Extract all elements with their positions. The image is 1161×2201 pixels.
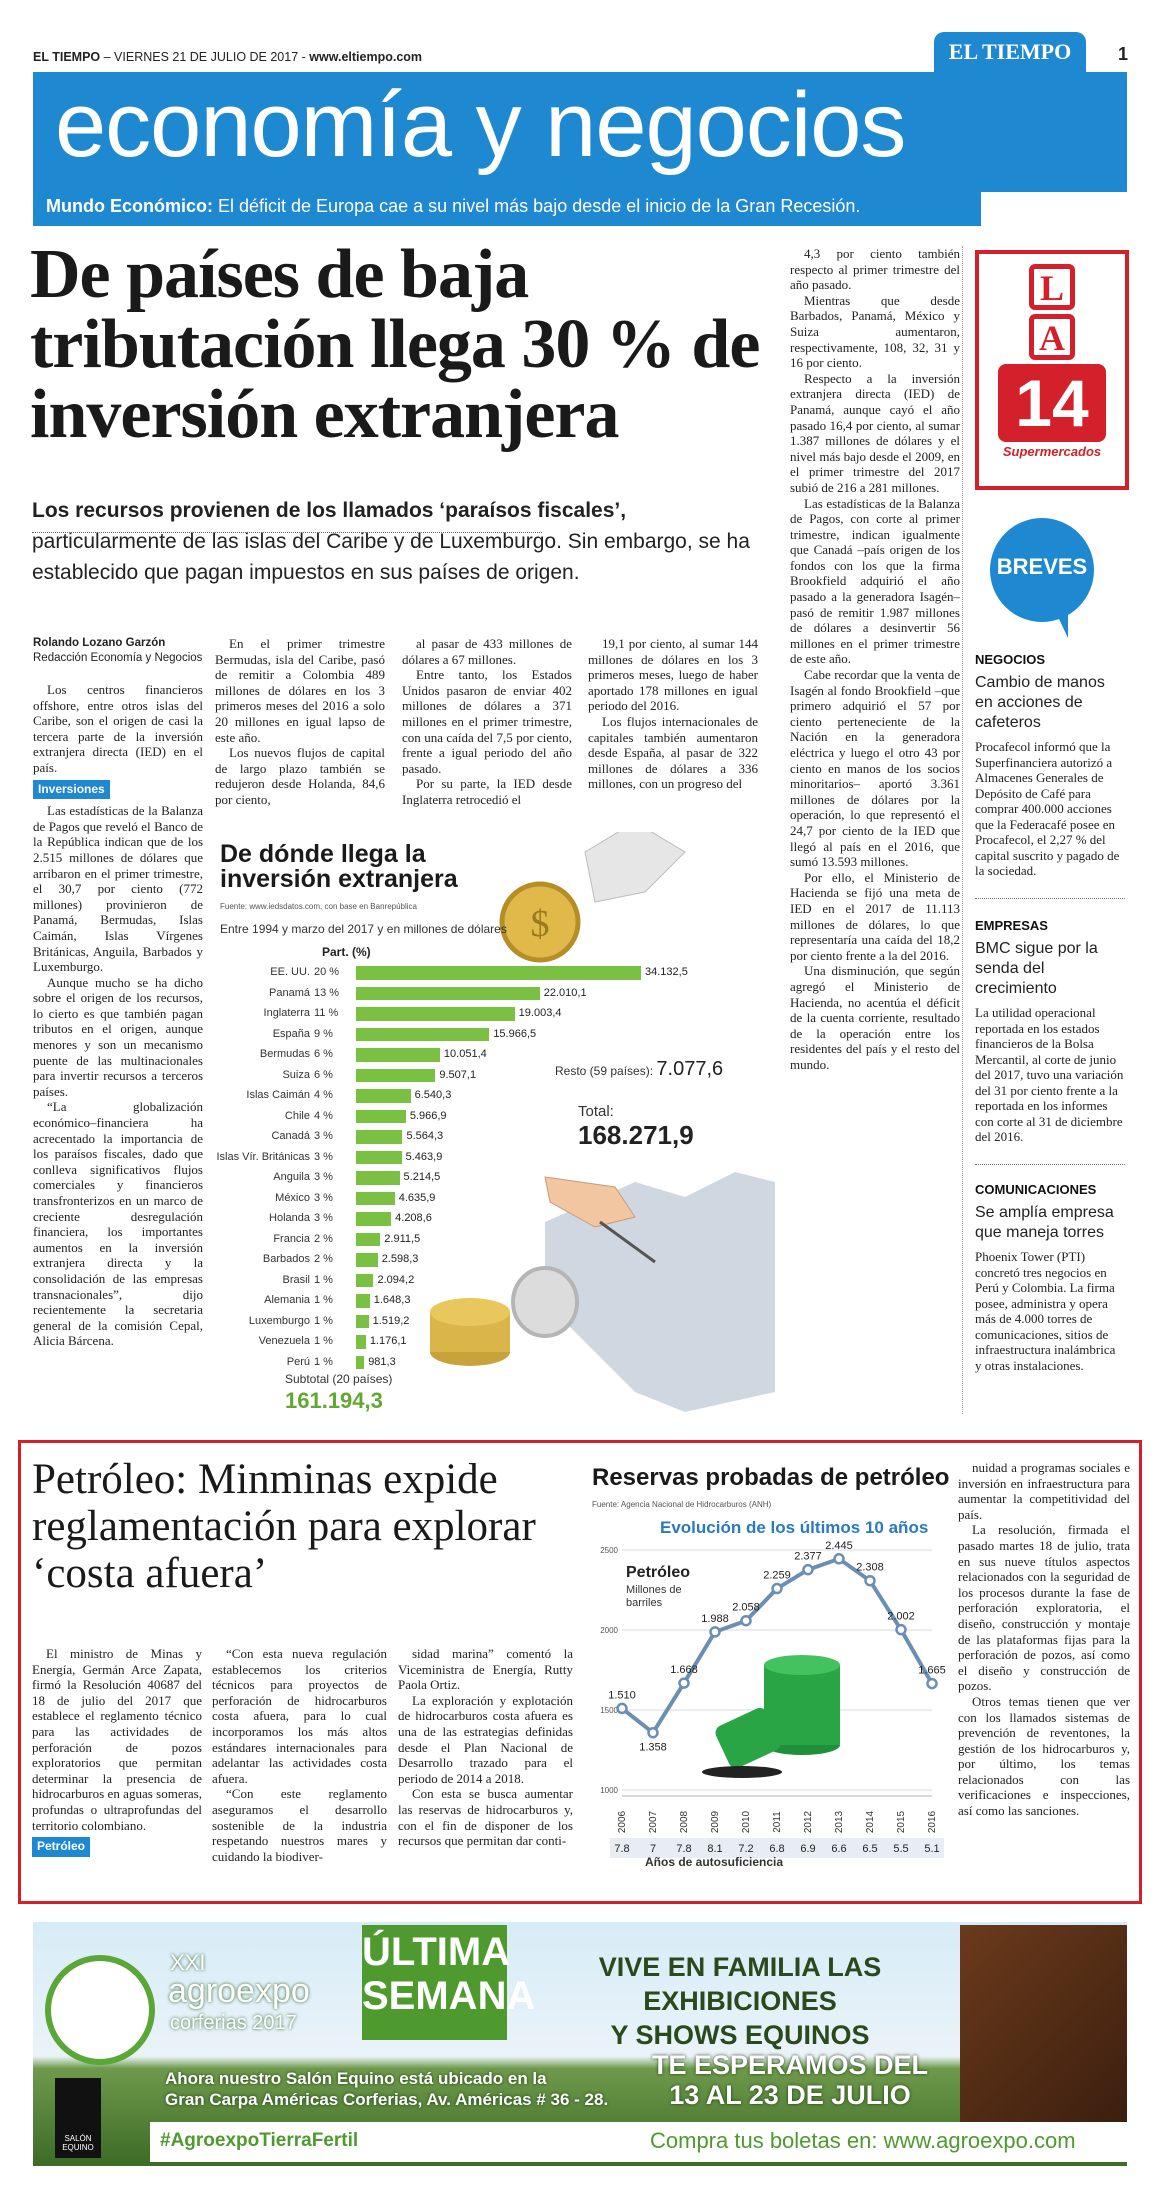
- x-tick-label: 2009: [710, 1810, 721, 1834]
- main-col-1: [33, 682, 203, 1349]
- bar-value-label: 6.540,3: [414, 1089, 452, 1101]
- bar-value-label: 2.911,5: [384, 1232, 421, 1245]
- paragraph: Cabe recordar que la venta de Isagén al fondo Brookfield –que primero adquirió el 57 por ciento perteneciente de la Nación en la generadora eléctrica y luego el otro 43 por ciento en manos de los socios minoritarios– aportó 3.361 millones de dólares por la operación, lo que representó el 24,7 por ciento de la IED que llegó al país en el 2016, que sumó 13.593 millones.: [790, 667, 960, 870]
- data-point: [773, 1584, 782, 1593]
- self-sufficiency-value: 5.5: [893, 1843, 909, 1855]
- paragraph: “Con este reglamento aseguramos el desarrollo sostenible de la industria respetando nuestros mares y cuidando la biodiver-: [212, 1786, 387, 1864]
- brief-section: EMPRESAS: [975, 918, 1048, 933]
- data-label: 1.668: [670, 1664, 698, 1677]
- bar: [356, 1028, 489, 1042]
- data-label: 1.665: [918, 1664, 946, 1677]
- paragraph: Respecto a la inversión extranjera directa (IED) de Panamá, aunque cayó el año pasado 16,4 por ciento, al sumar 1.387 millones de dólares y el nivel más bajo desde el 2009, en el primer trimestre del 2017 subió de 216 a 281 millones.: [790, 370, 960, 495]
- paragraph: Los flujos internacionales de capitales también aumentaron desde España, al pasar de 322 millones de dólares a 336 millones, con un progreso del: [588, 713, 758, 792]
- brief-section: NEGOCIOS: [975, 652, 1046, 667]
- total-value: 168.271,9: [578, 1120, 694, 1150]
- bar-category-label: Luxemburgo: [248, 1314, 310, 1327]
- x-tick-label: 2010: [741, 1810, 752, 1834]
- promo-text: [530, 1950, 950, 2052]
- bar-value-label: 5.966,9: [409, 1109, 447, 1122]
- deck-bold: Los recursos provienen de los llamados ‘paraísos fiscales’,: [32, 499, 627, 522]
- bar-share-label: 11 %: [314, 1007, 339, 1019]
- logo-small-1: SALÓN: [64, 2134, 92, 2143]
- bar-share-label: 4 %: [314, 1109, 333, 1122]
- x-tick-label: 2012: [803, 1810, 814, 1834]
- ticker-label: Mundo Económico:: [46, 196, 213, 216]
- location-line2: Gran Carpa Américas Corferias, Av. Américas # 36 - 28.: [165, 2090, 609, 2109]
- paper-name: EL TIEMPO: [33, 50, 101, 64]
- brief-item[interactable]: [975, 652, 1125, 879]
- self-sufficiency-value: 7.2: [738, 1843, 754, 1855]
- la14-tagline: Supermercados: [1002, 444, 1102, 459]
- self-sufficiency-value: 6.5: [862, 1843, 878, 1855]
- paragraph: Con esta se busca aumentar las reservas de hidrocarburos y, con el fin de disponer de los recursos que permitan dar conti-: [398, 1786, 573, 1849]
- bar-category-label: Islas Vír. Británicas: [216, 1150, 310, 1163]
- paragraph: Los centros financieros offshore, entre otros islas del Caribe, son el origen de casi la tercera parte de la inversión extranjera directa (IED) en el país.: [33, 682, 203, 775]
- bar-value-label: 2.598,3: [381, 1253, 419, 1265]
- brief-headline: Cambio de manos en acciones de cafeteros: [975, 674, 1105, 731]
- bar-value-label: 981,3: [368, 1355, 396, 1368]
- eltiempo-logo: EL TIEMPO: [948, 39, 1072, 64]
- bar-value-label: 2.094,2: [377, 1273, 415, 1286]
- bar-value-label: 4.208,6: [395, 1212, 432, 1224]
- data-point: [835, 1554, 844, 1563]
- data-label: 2.377: [794, 1550, 822, 1563]
- location-text: [165, 2068, 625, 2110]
- oil-chart-svg: [592, 1540, 952, 1860]
- bar-share-label: 9 %: [314, 1027, 333, 1040]
- bar-share-label: 1 %: [314, 1335, 333, 1347]
- bar: [356, 1151, 402, 1165]
- brief-divider: [975, 1164, 1125, 1165]
- bar-share-label: 4 %: [314, 1089, 333, 1101]
- data-label: 1.358: [639, 1741, 667, 1754]
- la14-number: 14: [998, 364, 1106, 442]
- bar: [356, 1233, 380, 1247]
- self-sufficiency-value: 5.1: [924, 1843, 940, 1855]
- bar-value-label: 9.507,1: [439, 1068, 477, 1081]
- bar: [356, 1274, 373, 1288]
- section-title: economía y negocios: [55, 74, 906, 176]
- bar-share-label: 6 %: [314, 1048, 333, 1060]
- bar: [356, 1253, 378, 1267]
- deck-rule: [32, 532, 542, 533]
- x-tick-label: 2011: [772, 1811, 783, 1833]
- bar-value-label: 5.214,5: [403, 1171, 441, 1183]
- page-number: 1: [1118, 44, 1129, 64]
- total-label: Total:: [578, 1103, 614, 1120]
- self-sufficiency-value: 6.6: [831, 1843, 847, 1855]
- bar: [356, 987, 540, 1001]
- brief-item[interactable]: [975, 1182, 1125, 1373]
- bar-share-label: 1 %: [314, 1294, 333, 1306]
- la14-letter-a: A: [1029, 314, 1075, 360]
- oil-col-3: [398, 1646, 573, 1849]
- agroexpo-edition: XXI: [170, 1950, 206, 1975]
- main-col-3: [402, 636, 572, 808]
- rest-value: 7.077,6: [656, 1058, 724, 1080]
- inv-chart-source: Fuente: www.iedsdatos.com, con base en Banrepública: [220, 902, 418, 911]
- x-tick-label: 2015: [896, 1810, 907, 1834]
- paragraph: “La globalización económico–financiera ha acrecentado la importancia de los paraísos fiscales, dado que conlleva significativos flujos comerciales y financieros transfronterizos en un marco de creciente desregulación financiera, los importantes aumentos en la inversión extranjera directa y la consolidación de las empresas transnacionales”, dijo recientemente la secretaria general de la comisión Cepal, Alicia Bárcena.: [33, 1099, 203, 1349]
- bar-category-label: Holanda: [269, 1212, 310, 1224]
- logo-small-2: EQUINO: [62, 2143, 94, 2152]
- bar-share-label: 3 %: [314, 1130, 333, 1142]
- bar: [356, 1130, 402, 1144]
- paragraph: Aunque mucho se ha dicho sobre el origen de los recursos, lo cierto es que también pagan tributos en el origen, aunque menores y son un mecanismo puente de las multinacionales para invertir recursos a terceros países.: [33, 974, 203, 1099]
- main-col-4: [588, 636, 758, 792]
- data-label: 1.510: [608, 1689, 636, 1702]
- horse-icon: [960, 1925, 1127, 2135]
- paragraph: La resolución, firmada el pasado martes 18 de julio, trata en sus nueve títulos aspectos relacionados con la seguridad de los procesos durante la fase de perforación exploratoria, el diseño, construcción y montaje de las plataformas fijas para la perforación de pozos, así como el diseño y construcción de pozos.: [958, 1522, 1130, 1694]
- oil-chart-title: Reservas probadas de petróleo: [592, 1464, 950, 1491]
- paragraph: 4,3 por ciento también respecto al primer trimestre del año pasado.: [790, 246, 960, 293]
- x-tick-label: 2016: [927, 1810, 938, 1834]
- brief-section: COMUNICACIONES: [975, 1182, 1097, 1197]
- paragraph: Las estadísticas de la Balanza de Pagos, con corte al primer trimestre, indican igualmente que Canadá –país origen de los fondos con los que la firma Brookfield adquirió el año pasado a la generadora Isagén– pasó de remitir 1.987 millones de dólares a desinvertir 56 millones en el primer trimestre de este año.: [790, 495, 960, 667]
- bar-value-label: 5.564,3: [406, 1130, 444, 1142]
- main-deck: [32, 495, 772, 588]
- paragraph: nuidad a programas sociales e inversión en infraestructura para aumentar la competitividad del país.: [958, 1460, 1130, 1522]
- y-tick-label: 2500: [600, 1546, 618, 1555]
- paragraph: Por su parte, la IED desde Inglaterra retrocedió el: [402, 776, 572, 807]
- self-sufficiency-value: 8.1: [707, 1843, 723, 1855]
- bar-share-label: 1 %: [314, 1273, 333, 1286]
- paragraph: Las estadísticas de la Balanza de Pagos que reveló el Banco de la República indican que de los 2.515 millones de dólares que arribaron en el primer trimestre, el 30,7 por ciento (772 millones) provinieron de Panamá, Bermudas, Islas Caimán, Islas Vírgenes Británicas, Anguila, Barbados y Luxemburgo.: [33, 803, 203, 975]
- bar-category-label: México: [275, 1191, 310, 1204]
- x-tick-label: 2007: [648, 1810, 659, 1834]
- oil-chart-source: Fuente: Agencia Nacional de Hidrocarburos (ANH): [592, 1500, 772, 1509]
- promo-line1: VIVE EN FAMILIA LAS EXHIBICIONES: [598, 1952, 882, 2016]
- bar-category-label: Chile: [284, 1109, 310, 1122]
- main-headline: De países de baja tributación llega 30 % de inversión extranjera: [30, 236, 760, 453]
- oil-col-1: [32, 1646, 202, 1857]
- bar: [356, 1110, 406, 1124]
- bar-category-label: EE. UU.: [270, 966, 310, 978]
- desk: Redacción Economía y Negocios: [33, 652, 203, 664]
- brief-item[interactable]: [975, 918, 1125, 1145]
- self-sufficiency-value: 7.8: [614, 1843, 630, 1855]
- oil-chart-subtitle: Evolución de los últimos 10 años: [660, 1518, 929, 1537]
- salon-equino-text: [55, 2134, 101, 2152]
- brief-body: La utilidad operacional reportada en los estados financieros de la Bolsa Mercantil, al corte de junio del 2017, tuvo una variación del 31 por ciento frente a la reportada en los informes con corte al 31 de diciembre del 2016.: [975, 1005, 1124, 1144]
- tickets-link[interactable]: Compra tus boletas en: www.agroexpo.com: [650, 2128, 1076, 2153]
- bar: [356, 1007, 515, 1021]
- data-point: [897, 1625, 906, 1634]
- agroexpo-brand: agroexpo: [168, 1972, 310, 2010]
- agroexpo-logo-icon: [45, 1955, 155, 2065]
- main-col-5: [790, 246, 960, 1072]
- bar-share-label: 3 %: [314, 1191, 333, 1204]
- welcome-line2: 13 AL 23 DE JULIO: [669, 2080, 911, 2110]
- bar-value-label: 4.635,9: [398, 1191, 436, 1204]
- x-tick-label: 2014: [865, 1810, 876, 1834]
- bar-category-label: Barbados: [262, 1253, 310, 1265]
- paragraph: Mientras que desde Barbados, Panamá, México y Suiza aumentaron, respectivamente, 108, 32, 31 y 16 por ciento.: [790, 292, 960, 371]
- data-label: 2.259: [763, 1569, 791, 1582]
- bar-share-label: 3 %: [314, 1171, 333, 1183]
- paragraph: En el primer trimestre Bermudas, isla del Caribe, pasó de remitir a Colombia 489 millones de dólares en los 3 primeros meses del 2016 a solo 20 millones en igual lapso de este año.: [215, 636, 385, 745]
- badge-line1: ÚLTIMA: [362, 1930, 511, 1974]
- bar-category-label: Alemania: [264, 1294, 310, 1306]
- bar-share-label: 20 %: [314, 966, 340, 978]
- bar-category-label: Venezuela: [258, 1335, 310, 1347]
- data-point: [742, 1616, 751, 1625]
- brief-divider: [975, 898, 1125, 899]
- welcome-text: [640, 2050, 940, 2110]
- paragraph: Los nuevos flujos de capital de largo plazo también se redujeron desde Holanda, 84,6 por ciento,: [215, 745, 385, 807]
- data-label: 1.988: [701, 1612, 729, 1625]
- oil-col-2: [212, 1646, 387, 1864]
- inv-chart-subtitle: Entre 1994 y marzo del 2017 y en millones de dólares: [220, 922, 507, 936]
- bar-share-label: 2 %: [314, 1232, 333, 1245]
- bar-category-label: Inglaterra: [263, 1007, 310, 1019]
- issue-date: VIERNES 21 DE JULIO DE 2017: [114, 50, 299, 64]
- data-point: [866, 1576, 875, 1585]
- paragraph-text: El ministro de Minas y Energía, Germán Arce Zapata, firmó la Resolución 40687 del 18 de julio del 2017 que establece el reglamento técnico para las actividades de perforación de pozos exploratorios que permitan determinar la presencia de hidrocarburos en aguas someras, profundas o ultraprofundas del territorio colombiano.: [32, 1646, 202, 1833]
- bar: [356, 1069, 435, 1083]
- bar: [356, 1212, 391, 1226]
- paragraph: 19,1 por ciento, al sumar 144 millones de dólares en los 3 primeros meses, luego de haber aportado 178 millones en igual periodo del 2016.: [588, 636, 758, 714]
- agroexpo-hashtag[interactable]: #AgroexpoTierraFertil: [160, 2130, 359, 2151]
- bar-share-label: 2 %: [314, 1253, 333, 1265]
- salon-equino-logo: [55, 2078, 101, 2158]
- bar-category-label: Anguila: [273, 1171, 310, 1183]
- self-sufficiency-value: 7.8: [676, 1843, 692, 1855]
- data-point: [649, 1728, 658, 1737]
- brief-body: Procafecol informó que la Superfinanciera autorizó a Almacenes Generales de Depósito de Café para comprar 400.000 acciones que la Federacafé posee en Procafecol, el 2,27 % del capital suscrito y pagado de la sociedad.: [975, 739, 1120, 878]
- masthead-line: EL TIEMPO – VIERNES 21 DE JULIO DE 2017 - www.eltiempo.com: [33, 50, 423, 64]
- share-header: Part. (%): [322, 945, 371, 959]
- ticker-text: El déficit de Europa cae a su nivel más bajo desde el inicio de la Gran Recesión.: [218, 196, 861, 216]
- bar: [356, 966, 641, 980]
- x-tick-label: 2006: [617, 1810, 628, 1834]
- author: Rolando Lozano Garzón: [33, 637, 166, 649]
- briefs-label: BREVES: [996, 554, 1088, 579]
- bar: [356, 1294, 370, 1308]
- coin-hand-icon: [502, 832, 685, 960]
- byline: [33, 636, 203, 666]
- inv-bars: [215, 962, 775, 1382]
- paragraph: sidad marina” comentó la Viceministra de Energía, Rutty Paola Ortiz.: [398, 1646, 573, 1693]
- paragraph: [32, 1646, 202, 1833]
- data-point: [618, 1704, 627, 1713]
- paragraph: “Con esta nueva regulación establecemos los criterios técnicos para proyectos de perforación de hidrocarburos costa afuera, para lo cual incorporamos los más altos estándares internacionales para adelantar las actividades costa afuera.: [212, 1646, 387, 1786]
- data-label: 2.058: [732, 1601, 760, 1614]
- y-tick-label: 2000: [600, 1626, 618, 1635]
- bar-category-label: Panamá: [269, 986, 310, 999]
- bar-value-label: 34.132,5: [645, 966, 688, 978]
- bar-value-label: 1.176,1: [369, 1335, 407, 1347]
- self-sufficiency-value: 6.9: [800, 1843, 816, 1855]
- bar-category-label: Islas Caimán: [246, 1089, 310, 1101]
- site-link[interactable]: www.eltiempo.com: [309, 50, 423, 64]
- data-point: [928, 1679, 937, 1688]
- badge-line2: SEMANA: [362, 1974, 536, 2018]
- oil-barrel-icon: [702, 1655, 840, 1778]
- data-label: 2.308: [856, 1561, 884, 1574]
- oil-col-4: [958, 1460, 1130, 1819]
- self-sufficiency-value: 7: [649, 1843, 657, 1855]
- bar-category-label: Bermudas: [259, 1048, 310, 1060]
- bar: [356, 1315, 369, 1329]
- bar-category-label: Brasil: [282, 1273, 310, 1286]
- paragraph: Entre tanto, los Estados Unidos pasaron de enviar 402 millones de dólares a 371 millones en el primer trimestre, con una caída del 7,5 por ciento, frente a igual periodo del año pasado.: [402, 667, 572, 776]
- bar-value-label: 19.003,4: [518, 1007, 562, 1019]
- logo-tab: [934, 32, 1086, 72]
- subtotal-label: Subtotal (20 países): [285, 1372, 393, 1386]
- brief-headline: Se amplía empresa que maneja torres: [975, 1204, 1114, 1241]
- bar: [356, 1192, 395, 1206]
- self-sufficiency-label: Años de autosuficiencia: [645, 1855, 784, 1869]
- data-label: 2.445: [825, 1540, 853, 1552]
- paragraph: La exploración y explotación de hidrocarburos costa afuera es una de las estrategias definidas desde el Plan Nacional de Desarrollo trazado para el periodo de 2014 a 2018.: [398, 1692, 573, 1786]
- bar-share-label: 1 %: [314, 1355, 333, 1368]
- bar-category-label: Canadá: [271, 1130, 310, 1142]
- bar-value-label: 10.051,4: [443, 1048, 487, 1060]
- y-tick-label: 1500: [600, 1706, 618, 1715]
- bar-value-label: 1.519,2: [372, 1314, 410, 1327]
- inv-chart-title: De dónde llega la inversión extranjera: [220, 840, 458, 893]
- bar-value-label: 22.010,1: [543, 986, 587, 999]
- brief-body: Phoenix Tower (PTI) concretó tres negocios en Perú y Colombia. La firma posee, administra y opera más de 4.000 torres de comunicaciones, sitios de infraestructura inalámbrica y otras instalaciones.: [975, 1249, 1116, 1373]
- bar-value-label: 5.463,9: [405, 1150, 443, 1163]
- svg-text:$: $: [530, 903, 550, 945]
- oil-headline: Petróleo: Minminas expide reglamentación para explorar ‘costa afuera’: [32, 1456, 536, 1597]
- bar-share-label: 1 %: [314, 1314, 333, 1327]
- main-col-2: [215, 636, 385, 808]
- deck-rest: particularmente de las islas del Caribe y de Luxemburgo. Sin embargo, se ha establecido que pagan impuestos en sus países de origen.: [32, 530, 750, 584]
- la14-letter-l: L: [1029, 264, 1075, 310]
- location-line1: Ahora nuestro Salón Equino está ubicado en la: [165, 2069, 547, 2088]
- subtotal-value: 161.194,3: [285, 1388, 383, 1413]
- bar-category-label: Francia: [273, 1232, 310, 1245]
- bar: [356, 1089, 411, 1103]
- bar-share-label: 3 %: [314, 1150, 333, 1163]
- bar: [356, 1171, 400, 1185]
- oil-unit-label: Millones de barriles: [626, 1584, 682, 1609]
- bar-share-label: 3 %: [314, 1212, 333, 1224]
- bar-value-label: 1.648,3: [373, 1294, 411, 1306]
- bar-value-label: 15.966,5: [493, 1027, 537, 1040]
- x-tick-label: 2008: [679, 1810, 690, 1834]
- paragraph: Una disminución, que según agregó el Ministerio de Hacienda, no acentúa el déficit de la cuenta corriente, resultado de la operación entre los residentes del país y el resto del mundo.: [790, 963, 960, 1072]
- rest-label: [555, 1058, 723, 1081]
- bar-category-label: Perú: [286, 1355, 310, 1368]
- paragraph: al pasar de 433 millones de dólares a 67 millones.: [402, 636, 572, 667]
- bar: [356, 1335, 366, 1349]
- column-rule: [962, 246, 963, 1414]
- data-label: 2.002: [887, 1610, 915, 1623]
- y-tick-label: 1000: [600, 1786, 618, 1795]
- data-point: [680, 1679, 689, 1688]
- bubble-tail: [1050, 600, 1068, 638]
- oil-series-label: Petróleo: [626, 1564, 691, 1581]
- brief-headline: BMC sigue por la senda del crecimiento: [975, 940, 1098, 997]
- agroexpo-venue: corferias 2017: [170, 2012, 297, 2034]
- bar-share-label: 13 %: [314, 986, 340, 999]
- section-tag[interactable]: Inversiones: [33, 780, 110, 800]
- bar: [356, 1048, 440, 1062]
- paragraph: Por ello, el Ministerio de Hacienda se fijó una meta de IED en el 2017 de 11.113 millones de dólares, lo que representaría una caída del 18,2 por ciento frente a la del 2016.: [790, 869, 960, 963]
- welcome-line1: TE ESPERAMOS DEL: [651, 2050, 929, 2080]
- ticker[interactable]: [46, 196, 860, 217]
- rest-label-text: Resto (59 países):: [555, 1064, 654, 1078]
- paragraph: Otros temas tienen que ver con los llamados sistemas de prevención de reventones, la gestión de los hidrocarburos y, por último, los temas relacionados con las verificaciones e inspecciones, así como las sanciones.: [958, 1693, 1130, 1819]
- la14-ad[interactable]: [975, 250, 1129, 490]
- bar-share-label: 6 %: [314, 1068, 333, 1081]
- bar-category-label: Suiza: [282, 1068, 310, 1081]
- self-sufficiency-value: 6.8: [769, 1843, 785, 1855]
- bar: [356, 1356, 364, 1370]
- data-point: [804, 1565, 813, 1574]
- oil-tag[interactable]: Petróleo: [32, 1837, 90, 1857]
- bar-category-label: España: [272, 1027, 310, 1040]
- x-tick-label: 2013: [834, 1810, 845, 1834]
- promo-line2: Y SHOWS EQUINOS: [610, 2020, 870, 2050]
- data-point: [711, 1627, 720, 1636]
